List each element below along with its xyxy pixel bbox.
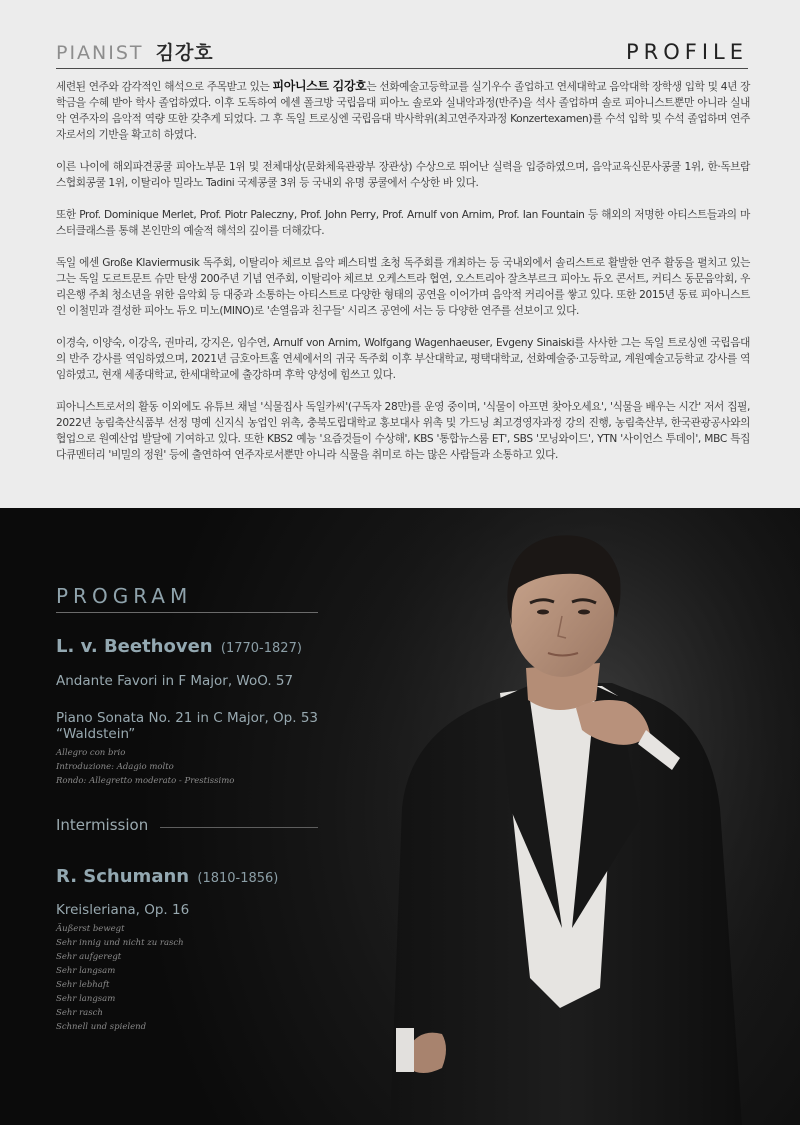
bio-paragraph: [56, 399, 750, 463]
composer-years: (1810-1856): [197, 871, 279, 886]
profile-heading: PROFILE: [625, 40, 748, 64]
movement: Rondo: Allegretto moderato - Prestissimo: [56, 776, 235, 786]
composer-schumann: [56, 866, 278, 887]
composer-beethoven: [56, 636, 302, 657]
movement: Sehr aufgeregt: [56, 952, 122, 962]
waldstein-movements: [56, 746, 234, 788]
bio-paragraph: [56, 255, 750, 319]
bio-text: 피아니스트로서의 활동 이외에도 유튜브 채널 '식물집사 독일카씨'(구독자 28만)를 운영 중이며, '식물이 아프면 찾아오세요', '식물을 배우는 시간' 저서 집필, 2022년 농림축산식품부 선정 명예 신지식 농업인 위촉, 충북도립대학교 홍보대사 위촉 및 가드닝 최고경영자과정 강의 진행, 농림축산부, 한국관광공사와의 협업으로 원예산업 발달에 기여하고 있다. 또한 KBS2 예능 '요즘것들이 수상해', KBS '통합뉴스룸 ET', SBS '모닝와이드', YTN '사이언스 투데이', MBC 특집 다큐멘터리 '비밀의 정원' 등에 출연하여 연주자로서뿐만 아니라 식물을 취미로 하는 많은 사람들과 소통하고 있다.: [56, 401, 750, 461]
movement: Schnell und spielend: [56, 1022, 147, 1032]
movement: Sehr langsam: [56, 966, 116, 976]
kreisleriana-movements: [56, 922, 184, 1034]
program-divider: [56, 612, 318, 613]
bio-paragraph: [56, 78, 750, 143]
bio-text: 또한 Prof. Dominique Merlet, Prof. Piotr Paleczny, Prof. John Perry, Prof. Arnulf von Arnim, Prof. Ian Fountain 등 해외의 저명한 아티스트들과의 마스터클래스를 통해 본인만의 예술적 해석의 깊이를 더해갔다.: [56, 209, 750, 237]
program-heading: PROGRAM: [56, 584, 193, 608]
movement: Introduzione: Adagio molto: [56, 762, 174, 772]
intermission-label: Intermission: [56, 816, 149, 834]
work-waldstein-title: Piano Sonata No. 21 in C Major, Op. 53: [56, 710, 318, 726]
bio-text: 세련된 연주와 감각적인 해석으로 주목받고 있는: [56, 81, 273, 93]
bio-text: 는 선화예술고등학교를 실기우수 졸업하고 연세대학교 음악대학 장학생 입학 및 4년 장학금을 수혜 받아 학사 졸업하였다. 이후 도독하여 에센 폴크방 국립음대 피아노 솔로와 실내악과정(반주)을 석사 졸업하며 솔로 피아니스트뿐만 아니라 실내악 연주자의 음악적 역량 또한 갖추게 되었다. 그 후 독일 트로싱엔 국립음대 박사학위(최고연주자과정 Konzertexamen)를 수석 입학 및 수석 졸업하며 연주자로서의 기반을 확고히 하였다.: [56, 81, 750, 141]
movement: Sehr langsam: [56, 994, 116, 1004]
movement: Sehr rasch: [56, 1008, 103, 1018]
pianist-label: PIANIST: [56, 42, 144, 64]
composer-name: R. Schumann: [56, 866, 190, 887]
movement: Äußerst bewegt: [56, 924, 125, 934]
work-andante-favori: Andante Favori in F Major, WoO. 57: [56, 673, 294, 689]
movement: Sehr lebhaft: [56, 980, 110, 990]
bio-text: 독일 에센 Große Klaviermusik 독주회, 이탈리아 체르보 음악 페스티벌 초청 독주회를 개최하는 등 국내외에서 솔리스트로 활발한 연주 활동을 펼치고 있는 그는 독일 도르트문트 슈만 탄생 200주년 기념 연주회, 이탈리아 체르보 오케스트라 협연, 오스트리아 잘츠부르크 피아노 듀오 콘서트, 커티스 동문음악회, 우리은행 주최 청소년을 위한 음악회 등 대중과 소통하는 아티스트로 다양한 형태의 공연을 이어가며 음악적 커리어를 쌓고 있다. 또한 2015년 동료 피아니스트인 이철민과 결성한 피아노 듀오 미노(MINO)로 '손열음과 친구들' 시리즈 공연에 서는 등 다양한 연주를 선보이고 있다.: [56, 257, 750, 317]
bio-text: 이경숙, 이양숙, 이강옥, 권마리, 강지은, 임수연, Arnulf von Arnim, Wolfgang Wagenhaeuser, Evgeny Sinaiski를 사사한 그는 독일 트로싱엔 국립음대의 반주 강사를 역임하였으며, 2021년 금호아트홀 연세에서의 귀국 독주회 이후 부산대학교, 평택대학교, 선화예술중·고등학교, 계원예술고등학교 강사를 역임하였고, 현재 세종대학교, 한세대학교에 출강하며 후학 양성에 힘쓰고 있다.: [56, 337, 750, 381]
work-kreisleriana: Kreisleriana, Op. 16: [56, 902, 190, 918]
biography: [56, 78, 750, 479]
profile-header-title: [56, 38, 214, 65]
bio-highlight: 피아니스트 김강호: [272, 79, 367, 93]
pianist-portrait-icon: [350, 508, 800, 1125]
composer-name: L. v. Beethoven: [56, 636, 213, 657]
bio-paragraph: [56, 207, 750, 239]
intermission-line: [160, 827, 318, 828]
movement: Sehr innig und nicht zu rasch: [56, 938, 184, 948]
profile-section: [0, 0, 800, 508]
bio-paragraph: [56, 159, 750, 191]
work-waldstein-subtitle: “Waldstein”: [56, 726, 136, 742]
bio-text: 이른 나이에 해외파견콩쿨 피아노부문 1위 및 전체대상(문화체육관광부 장관상) 수상으로 뛰어난 실력을 입증하였으며, 음악교육신문사콩쿨 1위, 한·독브람스협회콩쿨 1위, 이탈리아 밀라노 Tadini 국제콩쿨 3위 등 국내외 유명 콩쿨에서 수상한 바 있다.: [56, 161, 750, 189]
composer-years: (1770-1827): [220, 641, 302, 656]
movement: Allegro con brio: [56, 748, 126, 758]
pianist-name: 김강호: [155, 42, 214, 64]
bio-paragraph: [56, 335, 750, 383]
program-section: [0, 508, 800, 1125]
profile-divider: [56, 68, 748, 69]
